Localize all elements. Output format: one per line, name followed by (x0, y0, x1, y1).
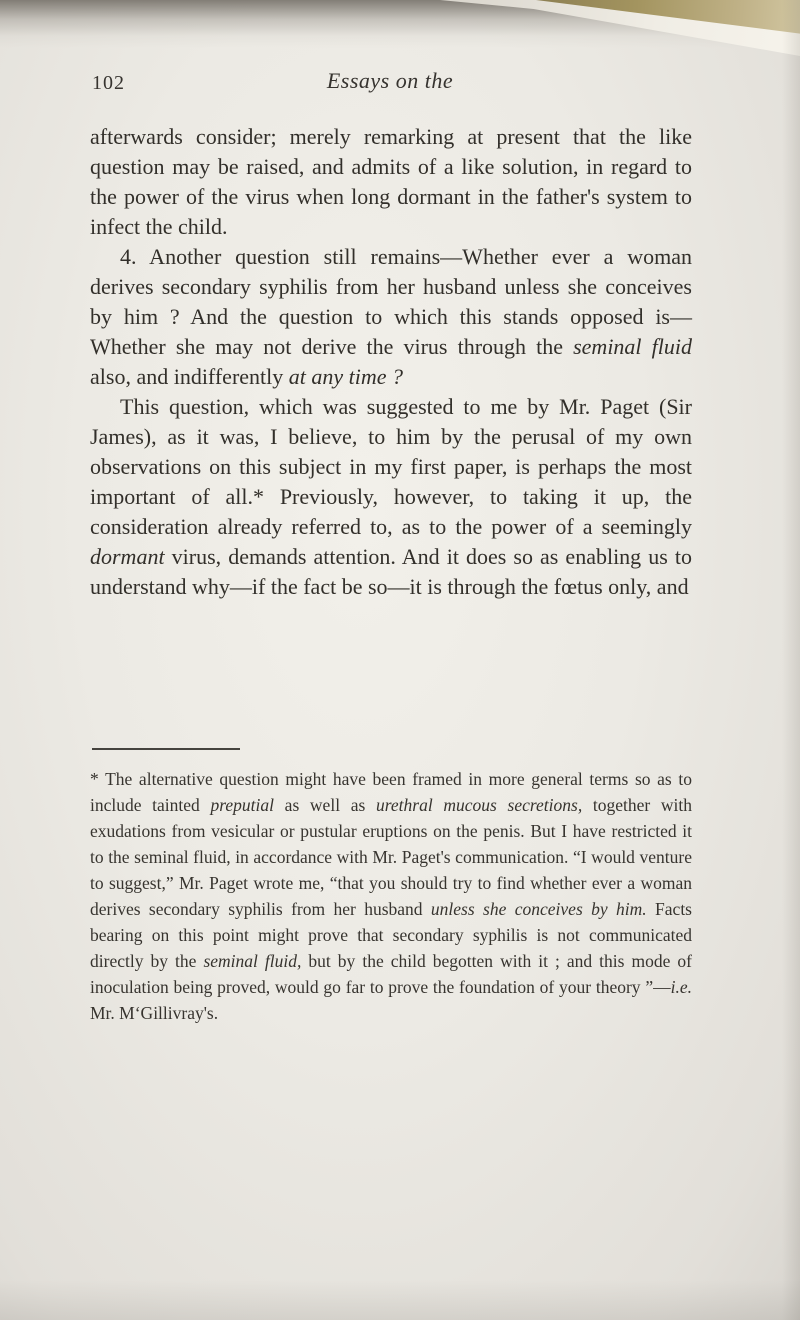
text-segment: Mr. M‘Gillivray's. (90, 1003, 219, 1023)
italic-text-segment: i.e. (670, 977, 692, 997)
page-curl-highlight (440, 0, 800, 56)
italic-text-segment: seminal fluid (573, 334, 692, 359)
italic-text-segment: seminal fluid, (203, 951, 302, 971)
footnote-text (90, 766, 692, 1026)
body-paragraphs (90, 122, 692, 602)
italic-text-segment: urethral mucous secretions, (375, 795, 583, 815)
text-segment: afterwards consider; merely remarking at present that the like question may be raised, and admits of a like solution, in regard to the power of the virus when long dormant in the father's system to infect the child. (90, 124, 692, 239)
page-number: 102 (92, 72, 125, 94)
paragraph (90, 392, 692, 602)
text-segment: Facts bearing on this point might prove that secondary syphilis is not communicated directly by the (90, 899, 692, 971)
italic-text-segment: unless she conceives by him. (430, 899, 647, 919)
page-corner-background (500, 0, 800, 42)
text-segment: together with exudations from vesicular or pustular eruptions on the penis. But I have restricted it to the seminal fluid, in accordance with Mr. Paget's communication. “I would venture to suggest,” Mr. Paget wrote me, “that you should try to find whether ever a woman derives secondary syphilis from her husband (90, 795, 692, 919)
running-title: Essays on the (326, 68, 454, 93)
italic-text-segment: at any time ? (288, 364, 404, 389)
text-segment: virus, demands attention. And it does so as enabling us to understand why—if the fact be so—it is through the fœtus only, and (90, 544, 692, 599)
paragraph (90, 122, 692, 242)
footnote-divider (92, 748, 240, 750)
scan-right-shadow (782, 0, 800, 1320)
text-segment: also, and indifferently (90, 364, 289, 389)
text-segment: as well as (274, 795, 376, 815)
scan-bottom-shadow (0, 1280, 800, 1320)
text-segment: but by the child begotten with it ; and this mode of inoculation being proved, would go far to prove the foundation of your theory ”— (90, 951, 692, 997)
scan-top-shadow (0, 0, 800, 48)
text-segment: 4. Another question still remains—Whether ever a woman derives secondary syphilis from her husband unless she conceives by him ? And the question to which this stands opposed is—Whether she may not derive the virus through the (90, 244, 692, 359)
text-segment: This question, which was suggested to me by Mr. Paget (Sir James), as it was, I believe, to him by the perusal of my own observations on this subject in my first paper, is perhaps the most important of all.* Previously, however, to taking it up, the consideration already referred to, as to the power of a seemingly (90, 394, 692, 539)
italic-text-segment: dormant (90, 544, 165, 569)
page-header (90, 68, 690, 102)
italic-text-segment: preputial (210, 795, 274, 815)
paragraph (90, 242, 692, 392)
text-segment: * The alternative question might have been framed in more general terms so as to include tainted (90, 769, 692, 815)
